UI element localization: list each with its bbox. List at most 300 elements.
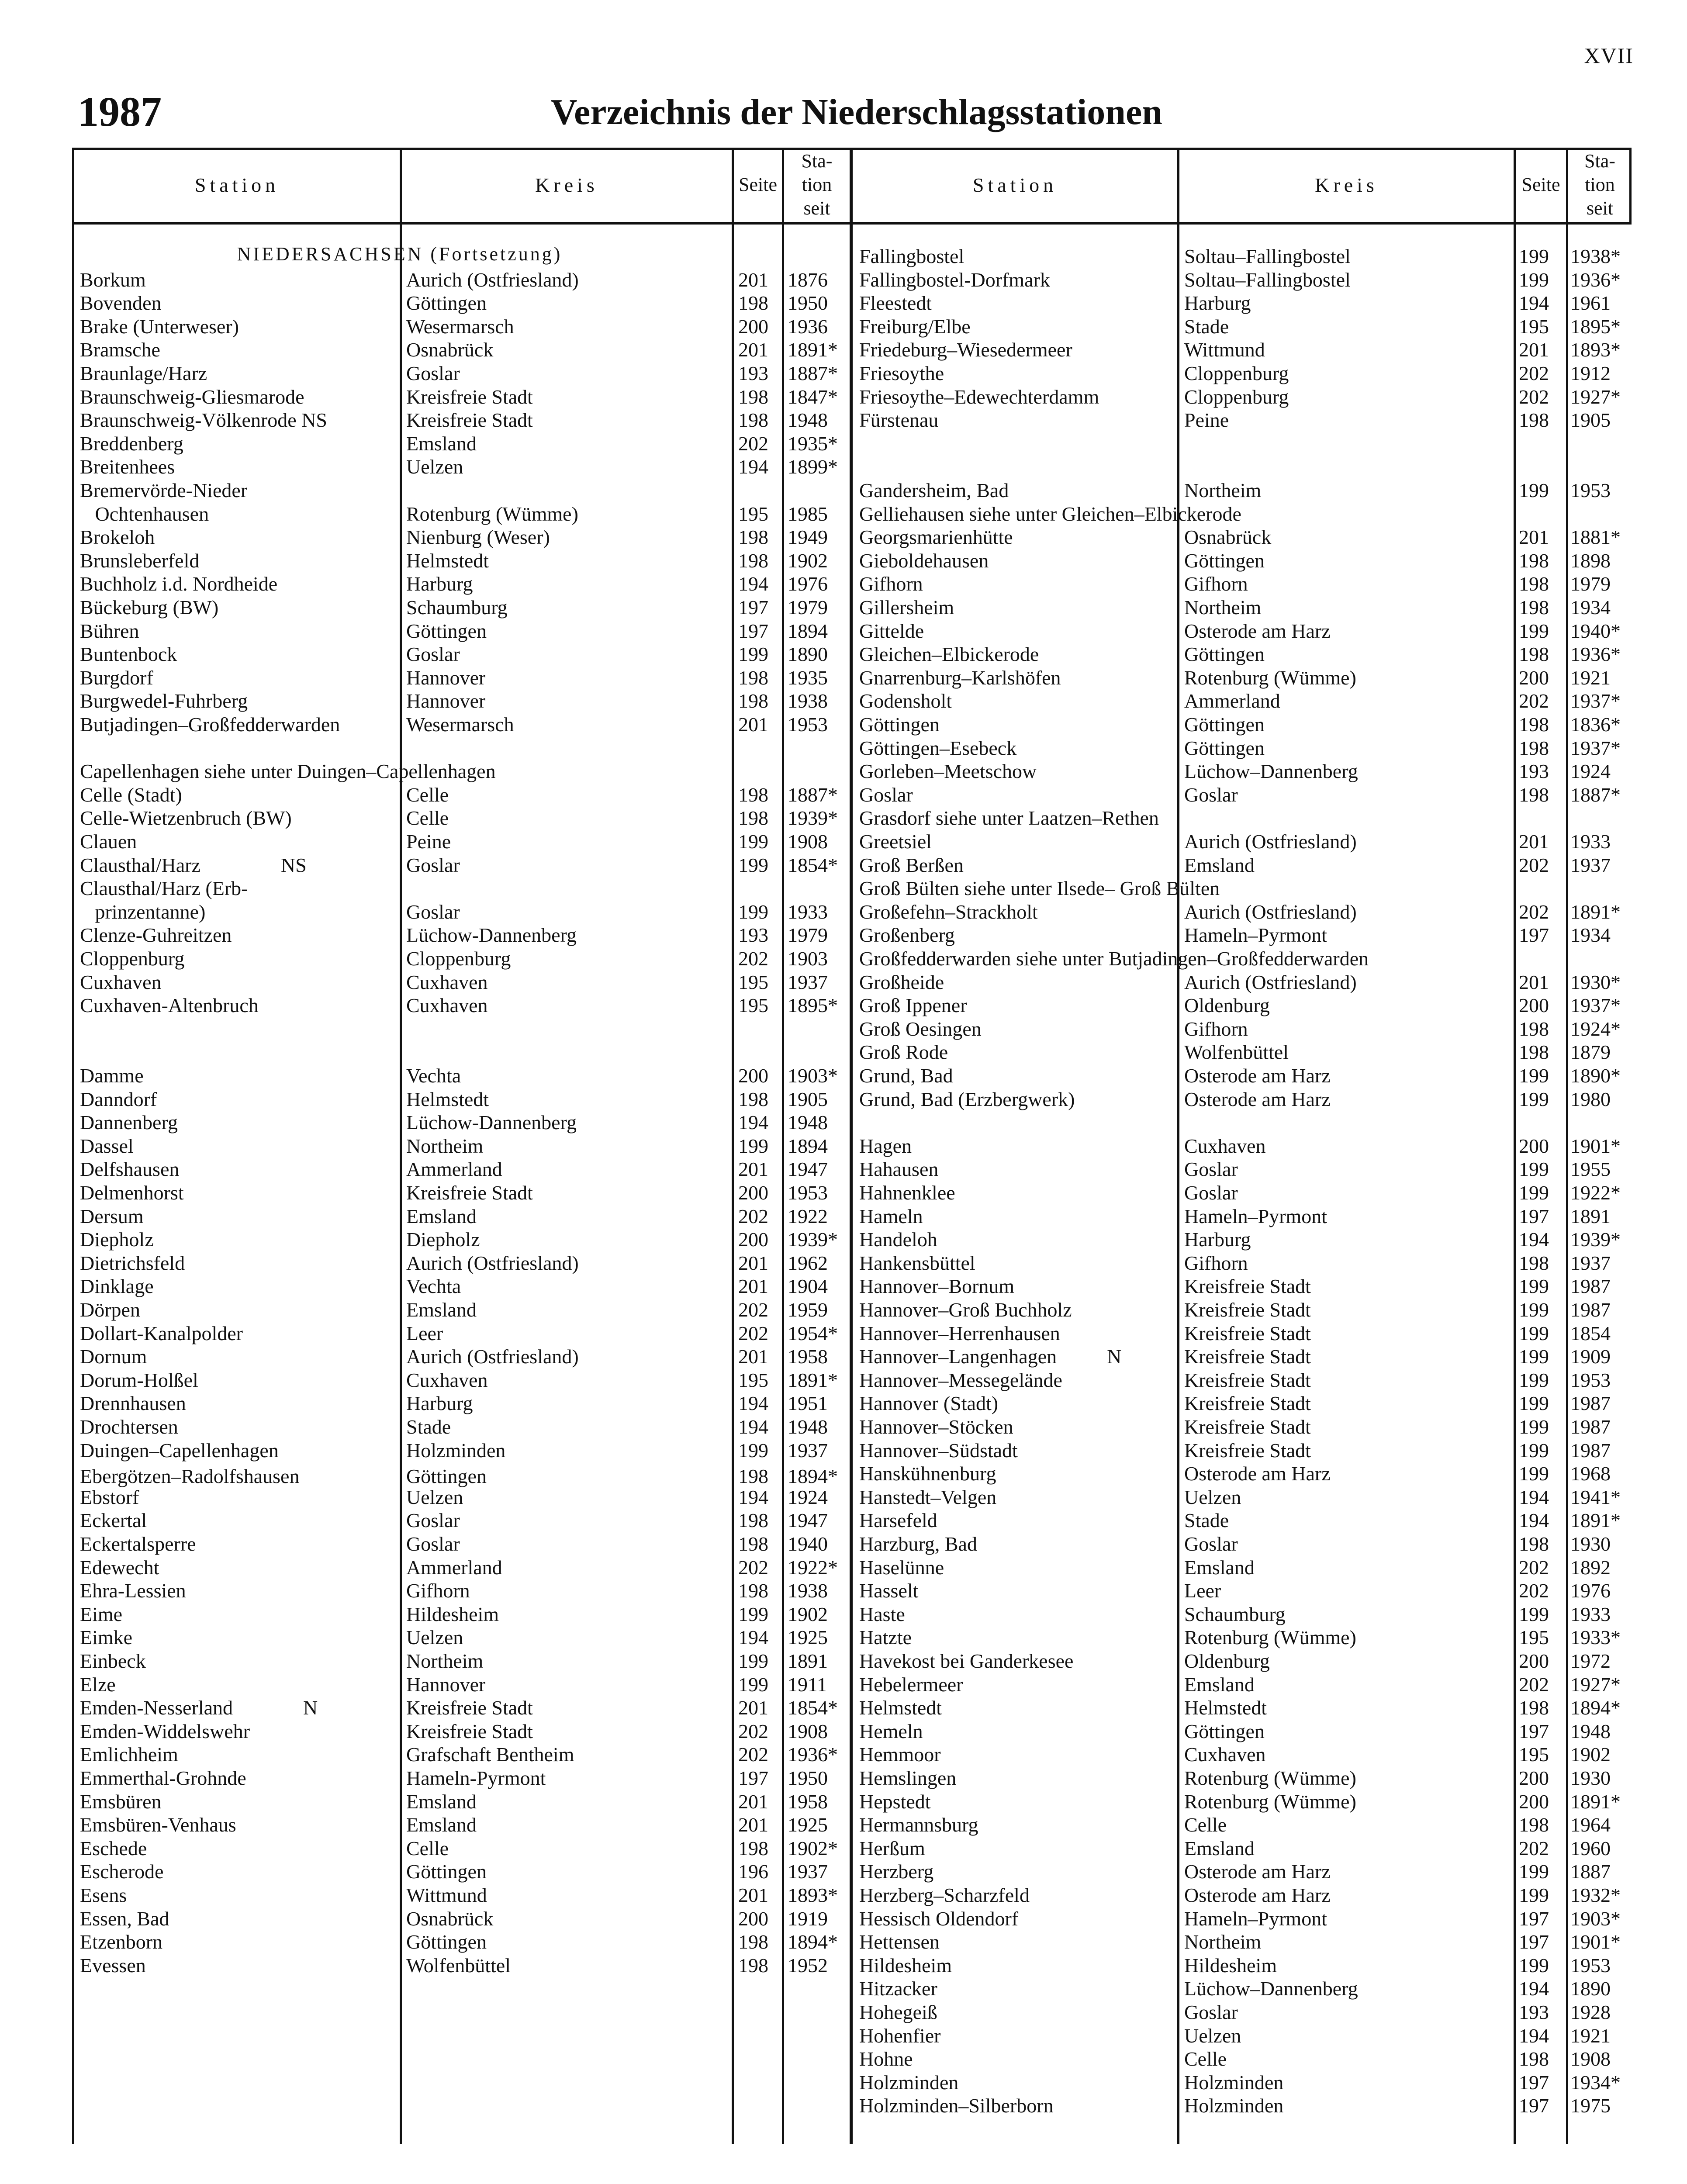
header-station-left: Station — [194, 173, 280, 196]
kreis-name: Gifhorn — [1184, 573, 1248, 595]
station-name: Harzburg, Bad — [859, 1533, 977, 1555]
kreis-name: Goslar — [1184, 2001, 1238, 2023]
seite-number: 199 — [1519, 1064, 1549, 1087]
station-since-year: 1881* — [1570, 526, 1621, 549]
table-row — [72, 1720, 1632, 1743]
station-name: Hannover–Südstadt — [859, 1439, 1018, 1462]
station-name: Hermannsburg — [859, 1814, 978, 1836]
station-name: Hagen — [859, 1134, 912, 1157]
station-since-year: 1894* — [1570, 1697, 1621, 1719]
seite-number: 193 — [738, 362, 768, 384]
seite-number: 199 — [738, 1650, 768, 1672]
kreis-name: Aurich (Ostfriesland) — [406, 1345, 579, 1368]
station-name: Hannover–Langenhagen N — [859, 1345, 1122, 1368]
station-name: Fallingbostel-Dorfmark — [859, 268, 1050, 291]
seite-number: 194 — [738, 1416, 768, 1438]
kreis-name: Osterode am Harz — [1184, 619, 1331, 642]
kreis-name: Emsland — [406, 1299, 477, 1321]
kreis-name: Lüchow-Dannenberg — [406, 924, 577, 947]
station-since-year: 1904 — [788, 1275, 828, 1298]
kreis-name: Osterode am Harz — [1184, 1088, 1331, 1110]
kreis-name: Stade — [406, 1416, 451, 1438]
station-name: Friedeburg–Wiesedermeer — [859, 339, 1072, 361]
kreis-name: Kreisfreie Stadt — [406, 1720, 533, 1742]
station-name: Hemslingen — [859, 1767, 957, 1789]
station-since-year: 1905 — [1570, 409, 1611, 432]
station-since-year: 1890* — [1570, 1064, 1621, 1087]
seite-number: 201 — [1519, 339, 1549, 361]
station-since-year: 1948 — [788, 1416, 828, 1438]
kreis-name: Osterode am Harz — [1184, 1064, 1331, 1087]
kreis-name: Lüchow–Dannenberg — [1184, 1977, 1358, 2000]
station-name: Hemmoor — [859, 1743, 941, 1766]
kreis-name: Schaumburg — [406, 596, 508, 619]
seite-number: 199 — [1519, 1439, 1549, 1462]
table-row — [72, 619, 1632, 643]
station-since-year: 1901* — [1570, 1931, 1621, 1953]
kreis-name: Göttingen — [406, 1860, 487, 1883]
kreis-name: Hildesheim — [406, 1603, 499, 1625]
kreis-name: Hildesheim — [1184, 1954, 1277, 1977]
kreis-name: Uelzen — [406, 456, 463, 478]
table-row — [72, 479, 1632, 502]
station-name: Diepholz — [80, 1228, 154, 1251]
kreis-name: Oldenburg — [1184, 994, 1270, 1017]
table-row — [72, 385, 1632, 409]
seite-number: 202 — [1519, 1556, 1549, 1579]
seite-number: 197 — [1519, 2071, 1549, 2094]
kreis-name: Helmstedt — [406, 549, 489, 572]
station-since-year: 1934* — [1570, 2071, 1621, 2094]
station-name: Evessen — [80, 1954, 146, 1977]
station-since-year: 1935 — [788, 666, 828, 689]
kreis-name: Harburg — [406, 1392, 473, 1415]
station-name: Großefehn–Strackholt — [859, 900, 1038, 923]
section-label: NIEDERSACHSEN (Fortsetzung) — [237, 243, 563, 265]
kreis-name: Ammerland — [406, 1158, 502, 1181]
seite-number: 202 — [1519, 854, 1549, 876]
kreis-name: Helmstedt — [406, 1088, 489, 1110]
kreis-name: Grafschaft Bentheim — [406, 1743, 574, 1766]
kreis-name: Gifhorn — [406, 1579, 470, 1602]
seite-number: 198 — [738, 1954, 768, 1977]
seite-number: 199 — [738, 1603, 768, 1625]
kreis-name: Aurich (Ostfriesland) — [1184, 971, 1357, 993]
station-since-year: 1936 — [788, 315, 828, 338]
seite-number: 195 — [1519, 315, 1549, 338]
table-row — [72, 432, 1632, 456]
station-since-year: 1936* — [1570, 643, 1621, 666]
station-name: Friesoythe–Edewechterdamm — [859, 385, 1099, 408]
seite-number: 194 — [1519, 2024, 1549, 2047]
kreis-name: Goslar — [406, 854, 460, 876]
station-name: Esens — [80, 1884, 127, 1906]
station-since-year: 1987 — [1570, 1416, 1611, 1438]
station-since-year: 1892 — [1570, 1556, 1611, 1579]
station-since-year: 1930* — [1570, 971, 1621, 993]
kreis-name: Soltau–Fallingbostel — [1184, 245, 1351, 267]
kreis-name: Göttingen — [406, 1465, 487, 1487]
station-since-year: 1987 — [1570, 1439, 1611, 1462]
station-since-year: 1933 — [1570, 1603, 1611, 1625]
kreis-name: Emsland — [1184, 1673, 1255, 1696]
station-since-year: 1891* — [1570, 1790, 1621, 1813]
kreis-name: Celle — [406, 807, 449, 829]
table-row — [72, 1415, 1632, 1439]
seite-number: 197 — [1519, 924, 1549, 947]
kreis-name: Wolfenbüttel — [1184, 1041, 1289, 1064]
table-row — [72, 1930, 1632, 1954]
station-since-year: 1905 — [788, 1088, 828, 1110]
seite-number: 197 — [1519, 1931, 1549, 1953]
station-name: Hannover–Herrenhausen — [859, 1322, 1060, 1344]
seite-number: 202 — [1519, 1579, 1549, 1602]
seite-number: 194 — [738, 456, 768, 478]
station-since-year: 1937* — [1570, 690, 1621, 712]
station-since-year: 1980 — [1570, 1088, 1611, 1110]
station-since-year: 1930 — [1570, 1533, 1611, 1555]
table-row — [72, 1088, 1632, 1111]
station-since-year: 1921 — [1570, 2024, 1611, 2047]
station-since-year: 1962 — [788, 1251, 828, 1274]
table-row — [72, 362, 1632, 385]
kreis-name: Aurich (Ostfriesland) — [406, 268, 579, 291]
seite-number: 198 — [1519, 1814, 1549, 1836]
station-since-year: 1908 — [788, 830, 828, 853]
kreis-name: Uelzen — [406, 1626, 463, 1649]
seite-number: 198 — [738, 549, 768, 572]
kreis-name: Goslar — [406, 643, 460, 666]
kreis-name: Göttingen — [1184, 643, 1265, 666]
station-name: Herßum — [859, 1837, 925, 1859]
station-name: Emden-Nesserland N — [80, 1697, 318, 1719]
kreis-name: Cuxhaven — [1184, 1743, 1266, 1766]
station-name: Escherode — [80, 1860, 164, 1883]
station-name: Haselünne — [859, 1556, 944, 1579]
page-title: Verzeichnis der Niederschlagsstationen — [551, 92, 1162, 132]
station-name: Hepstedt — [859, 1790, 931, 1813]
station-name: Cuxhaven — [80, 971, 162, 993]
station-name: Hessisch Oldendorf — [859, 1907, 1019, 1930]
station-name: Capellenhagen siehe unter Duingen–Capellenhagen — [80, 760, 496, 783]
station-name: Goslar — [859, 783, 913, 806]
header-seite-right: Seite — [1521, 174, 1560, 195]
station-name: Hettensen — [859, 1931, 940, 1953]
table-row — [72, 1322, 1632, 1345]
table-row — [72, 1392, 1632, 1415]
station-name: Butjadingen–Großfedderwarden — [80, 713, 340, 736]
station-since-year: 1939* — [788, 1228, 838, 1251]
kreis-name: Nienburg (Weser) — [406, 526, 550, 549]
seite-number: 194 — [1519, 1977, 1549, 2000]
table-row — [72, 1368, 1632, 1392]
station-name: Hannover–Messegelände — [859, 1368, 1062, 1391]
header-station-right: Station — [972, 173, 1058, 196]
kreis-name: Osterode am Harz — [1184, 1860, 1331, 1883]
kreis-name: Cuxhaven — [406, 994, 488, 1017]
kreis-name: Peine — [406, 830, 451, 853]
station-since-year: 1940* — [1570, 619, 1621, 642]
station-name: Hameln — [859, 1205, 923, 1227]
kreis-name: Celle — [406, 1837, 449, 1859]
station-since-year: 1928 — [1570, 2001, 1611, 2023]
kreis-name: Kreisfreie Stadt — [1184, 1368, 1311, 1391]
station-name: Großheide — [859, 971, 944, 993]
table-row — [72, 1673, 1632, 1697]
table-row — [72, 900, 1632, 924]
table-row — [72, 1251, 1632, 1275]
station-name: Ebergötzen–Radolfshausen — [80, 1465, 300, 1487]
station-since-year: 1948 — [788, 409, 828, 432]
station-name: Dornum — [80, 1345, 147, 1368]
seite-number: 200 — [738, 1228, 768, 1251]
seite-number: 198 — [738, 1465, 768, 1487]
station-name: Hannover–Stöcken — [859, 1416, 1013, 1438]
kreis-name: Osnabrück — [406, 339, 494, 361]
station-name: Breitenhees — [80, 456, 175, 478]
seite-number: 200 — [1519, 1650, 1549, 1672]
station-name: Damme — [80, 1064, 144, 1087]
kreis-name: Celle — [406, 783, 449, 806]
station-since-year: 1847* — [788, 385, 838, 408]
kreis-name: Uelzen — [406, 1486, 463, 1508]
kreis-name: Stade — [1184, 1509, 1229, 1532]
station-name: Burgdorf — [80, 666, 153, 689]
station-since-year: 1938 — [788, 690, 828, 712]
kreis-name: Göttingen — [1184, 713, 1265, 736]
station-since-year: 1939* — [1570, 1228, 1621, 1251]
seite-number: 198 — [1519, 549, 1549, 572]
seite-number: 198 — [738, 666, 768, 689]
seite-number: 199 — [1519, 1275, 1549, 1298]
station-name: Hatzte — [859, 1626, 912, 1649]
station-since-year: 1960 — [1570, 1837, 1611, 1859]
station-name: Hahnenklee — [859, 1182, 955, 1204]
seite-number: 197 — [738, 619, 768, 642]
station-since-year: 1961 — [1570, 292, 1611, 314]
station-name: Hannover–Groß Buchholz — [859, 1299, 1072, 1321]
seite-number: 198 — [738, 783, 768, 806]
station-name: Haste — [859, 1603, 905, 1625]
seite-number: 199 — [1519, 1182, 1549, 1204]
seite-number: 199 — [1519, 1088, 1549, 1110]
station-since-year: 1908 — [1570, 2048, 1611, 2070]
station-name: Clausthal/Harz NS — [80, 854, 307, 876]
table-row — [72, 1766, 1632, 1790]
station-since-year: 1902 — [788, 1603, 828, 1625]
station-name: Hanskühnenburg — [859, 1462, 996, 1485]
table-row — [72, 1790, 1632, 1814]
station-name: Hankensbüttel — [859, 1251, 975, 1274]
kreis-name: Harburg — [1184, 292, 1251, 314]
station-since-year: 1939* — [788, 807, 838, 829]
seite-number: 198 — [1519, 1251, 1549, 1274]
seite-number: 202 — [738, 947, 768, 970]
kreis-name: Emsland — [406, 432, 477, 455]
table-row — [72, 760, 1632, 783]
table-row — [72, 1040, 1632, 1064]
station-since-year: 1894 — [788, 1134, 828, 1157]
kreis-name: Stade — [1184, 315, 1229, 338]
station-name: Grund, Bad — [859, 1064, 953, 1087]
station-name: Holzminden–Silberborn — [859, 2094, 1054, 2117]
station-since-year: 1902 — [1570, 1743, 1611, 1766]
kreis-name: Kreisfreie Stadt — [1184, 1275, 1311, 1298]
seite-number: 198 — [1519, 1041, 1549, 1064]
station-name: Brake (Unterweser) — [80, 315, 239, 338]
station-since-year: 1887* — [788, 362, 838, 384]
station-since-year: 1894* — [788, 1931, 838, 1953]
seite-number: 196 — [738, 1860, 768, 1883]
table-row — [72, 1696, 1632, 1720]
station-name: Friesoythe — [859, 362, 944, 384]
kreis-name: Kreisfreie Stadt — [1184, 1416, 1311, 1438]
station-since-year: 1953 — [788, 1182, 828, 1204]
table-row — [72, 947, 1632, 971]
station-name: Groß Oesingen — [859, 1017, 982, 1040]
station-since-year: 1987 — [1570, 1392, 1611, 1415]
station-name: Clausthal/Harz (Erb- — [80, 877, 248, 900]
seite-number: 201 — [1519, 971, 1549, 993]
station-since-year: 1955 — [1570, 1158, 1611, 1181]
seite-number: 197 — [738, 596, 768, 619]
seite-number: 202 — [1519, 1837, 1549, 1859]
station-name: Großenberg — [859, 924, 955, 947]
station-name: Drochtersen — [80, 1416, 178, 1438]
station-since-year: 1894* — [788, 1465, 838, 1487]
year-heading: 1987 — [78, 88, 162, 135]
station-since-year: 1876 — [788, 268, 828, 291]
table-row — [72, 783, 1632, 807]
seite-number: 199 — [1519, 1392, 1549, 1415]
station-name: Groß Berßen — [859, 854, 964, 876]
seite-number: 198 — [1519, 783, 1549, 806]
table-row — [72, 2071, 1632, 2094]
kreis-name: Rotenburg (Wümme) — [406, 502, 578, 525]
station-name: prinzentanne) — [80, 900, 206, 923]
station-since-year: 1947 — [788, 1509, 828, 1532]
station-name: Braunschweig-Gliesmarode — [80, 385, 304, 408]
station-name: Hasselt — [859, 1579, 919, 1602]
kreis-name: Harburg — [1184, 1228, 1251, 1251]
seite-number: 199 — [1519, 268, 1549, 291]
kreis-name: Kreisfreie Stadt — [406, 409, 533, 432]
kreis-name: Hameln–Pyrmont — [1184, 1205, 1327, 1227]
seite-number: 198 — [1519, 573, 1549, 595]
kreis-name: Hameln–Pyrmont — [1184, 1907, 1327, 1930]
station-since-year: 1953 — [1570, 1368, 1611, 1391]
header-kreis-left: Kreis — [535, 173, 598, 196]
station-name: Greetsiel — [859, 830, 932, 853]
kreis-name: Osnabrück — [406, 1907, 494, 1930]
station-since-year: 1921 — [1570, 666, 1611, 689]
seite-number: 201 — [738, 339, 768, 361]
seite-number: 202 — [738, 1556, 768, 1579]
kreis-name: Rotenburg (Wümme) — [1184, 1790, 1356, 1813]
page-number: XVII — [1584, 43, 1634, 68]
station-since-year: 1903* — [788, 1064, 838, 1087]
table-row — [72, 1345, 1632, 1368]
station-since-year: 1912 — [1570, 362, 1611, 384]
seite-number: 195 — [738, 971, 768, 993]
seite-number: 198 — [738, 292, 768, 314]
station-name: Grund, Bad (Erzbergwerk) — [859, 1088, 1075, 1110]
seite-number: 201 — [738, 713, 768, 736]
station-since-year: 1972 — [1570, 1650, 1611, 1672]
seite-number: 199 — [1519, 1884, 1549, 1906]
station-name: Gittelde — [859, 619, 924, 642]
station-since-year: 1951 — [788, 1392, 828, 1415]
kreis-name: Göttingen — [406, 1931, 487, 1953]
kreis-name: Aurich (Ostfriesland) — [1184, 900, 1357, 923]
kreis-name: Diepholz — [406, 1228, 480, 1251]
table-row — [72, 268, 1632, 292]
station-since-year: 1903 — [788, 947, 828, 970]
kreis-name: Goslar — [1184, 1158, 1238, 1181]
kreis-name: Hameln–Pyrmont — [1184, 924, 1327, 947]
kreis-name: Hannover — [406, 690, 486, 712]
seite-number: 198 — [738, 1837, 768, 1859]
kreis-name: Harburg — [406, 573, 473, 595]
table-row — [72, 713, 1632, 736]
seite-number: 202 — [738, 1743, 768, 1766]
station-since-year: 1899* — [788, 456, 838, 478]
table-row — [72, 1860, 1632, 1883]
table-row — [72, 1977, 1632, 2001]
station-since-year: 1932* — [1570, 1884, 1621, 1906]
seite-number: 198 — [738, 1533, 768, 1555]
station-name: Delfshausen — [80, 1158, 180, 1181]
station-since-year: 1887* — [1570, 783, 1621, 806]
table-row — [72, 1907, 1632, 1931]
table-row — [72, 923, 1632, 947]
kreis-name: Leer — [406, 1322, 443, 1344]
station-since-year: 1922 — [788, 1205, 828, 1227]
kreis-name: Gifhorn — [1184, 1251, 1248, 1274]
station-name: Hemeln — [859, 1720, 923, 1742]
table-row — [72, 1111, 1632, 1134]
station-since-year: 1987 — [1570, 1275, 1611, 1298]
station-name: Brokeloh — [80, 526, 155, 549]
station-since-year: 1937 — [788, 1439, 828, 1462]
seite-number: 197 — [1519, 1205, 1549, 1227]
table-row — [72, 1649, 1632, 1673]
station-since-year: 1902* — [788, 1837, 838, 1859]
station-name: Dannenberg — [80, 1111, 178, 1134]
kreis-name: Rotenburg (Wümme) — [1184, 1767, 1356, 1789]
station-name: Dorum-Holßel — [80, 1368, 198, 1391]
table-row — [72, 1486, 1632, 1509]
station-name: Göttingen — [859, 713, 940, 736]
seite-number: 198 — [738, 385, 768, 408]
station-name: Gandersheim, Bad — [859, 479, 1009, 501]
kreis-name: Cuxhaven — [406, 1368, 488, 1391]
seite-number: 194 — [738, 573, 768, 595]
header-seit-right: Sta- tion seit — [1584, 150, 1615, 219]
kreis-name: Hannover — [406, 666, 486, 689]
station-name: Hohenfier — [859, 2024, 941, 2047]
station-name: Ebstorf — [80, 1486, 139, 1508]
seite-number: 202 — [738, 1205, 768, 1227]
station-since-year: 1930 — [1570, 1767, 1611, 1789]
station-name: Hahausen — [859, 1158, 939, 1181]
kreis-name: Celle — [1184, 1814, 1227, 1836]
station-name: Emsbüren-Venhaus — [80, 1814, 236, 1836]
kreis-name: Goslar — [406, 1509, 460, 1532]
kreis-name: Gifhorn — [1184, 1017, 1248, 1040]
station-since-year: 1925 — [788, 1626, 828, 1649]
seite-number: 202 — [1519, 900, 1549, 923]
